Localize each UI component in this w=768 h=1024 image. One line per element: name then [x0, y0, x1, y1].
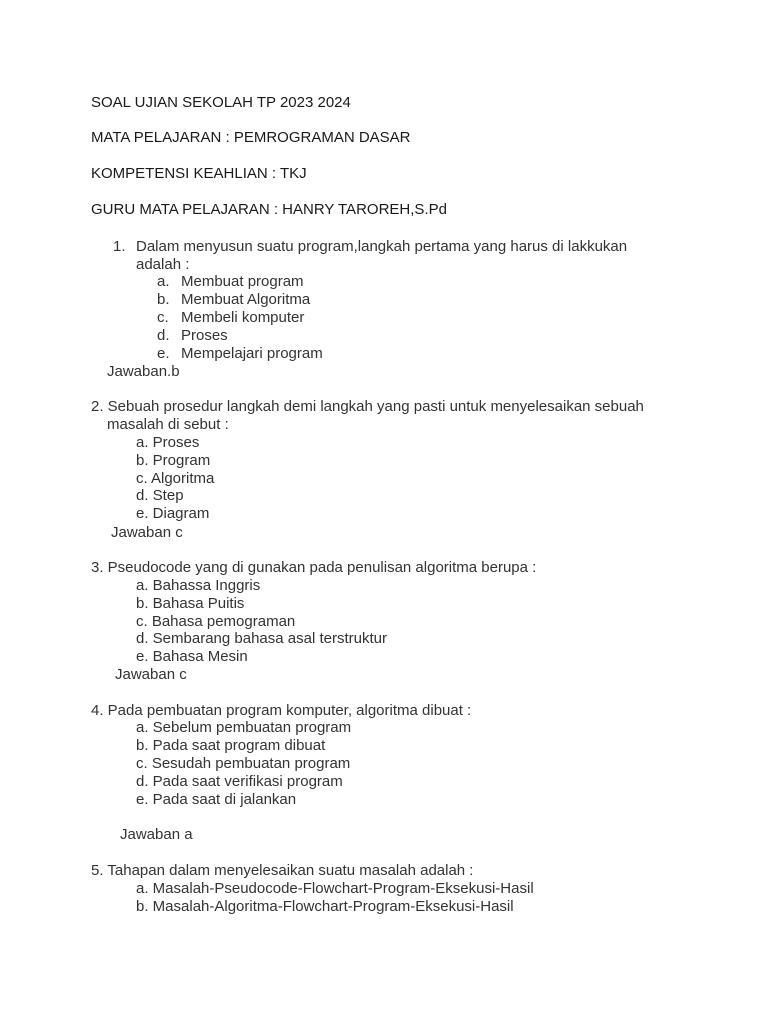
- option-4c: c. Sesudah pembuatan program: [136, 755, 351, 772]
- question-3: 3. Pseudocode yang di gunakan pada penulisan algoritma berupa :: [91, 559, 537, 576]
- option-2e: e. Diagram: [136, 505, 210, 522]
- question-4: 4. Pada pembuatan program komputer, algoritma dibuat :: [91, 702, 472, 719]
- option-3a: a. Bahassa Inggris: [136, 577, 261, 594]
- option-5b: b. Masalah-Algoritma-Flowchart-Program-Eksekusi-Hasil: [136, 898, 514, 915]
- answer-2: Jawaban c: [111, 524, 183, 541]
- question-2-cont: masalah di sebut :: [107, 416, 229, 433]
- question-text: Dalam menyusun suatu program,langkah pertama yang harus di lakkukan: [136, 238, 628, 255]
- question-2: 2. Sebuah prosedur langkah demi langkah yang pasti untuk menyelesaikan sebuah: [91, 398, 644, 415]
- exam-title: SOAL UJIAN SEKOLAH TP 2023 2024: [91, 94, 351, 111]
- option-3b: b. Bahasa Puitis: [136, 595, 245, 612]
- question-5: 5. Tahapan dalam menyelesaikan suatu masalah adalah :: [91, 862, 474, 879]
- option-3e: e. Bahasa Mesin: [136, 648, 248, 665]
- question-number: 1.: [113, 238, 126, 255]
- option-4a: a. Sebelum pembuatan program: [136, 719, 352, 736]
- document-page: SOAL UJIAN SEKOLAH TP 2023 2024 MATA PELAJARAN : PEMROGRAMAN DASAR KOMPETENSI KEAHLIAN : TKJ GURU MATA PELAJARAN : HANRY TAROREH,S.Pd 1. Dalam menyusun suatu program,langkah pertama yang harus di lakkukan adalah : a. Membuat program b. Membuat Algoritma c. Membeli komputer d. Proses e. Mempelajari program Jawaban.b 2. Sebuah prosedur langkah demi langkah yang pasti untuk menyelesaikan sebuah masalah di sebut : a. Proses b. Program c. Algoritma d. Step e. Diagram Jawaban c 3. Pseudocode yang di gunakan pada penulisan algoritma berupa : a. Bahassa Inggris b. Bahasa Puitis c. Bahasa pemograman d. Sembarang bahasa asal terstruktur e. Bahasa Mesin Jawaban c 4. Pada pembuatan program komputer, algoritma dibuat : a. Sebelum pembuatan program b. Pada saat program dibuat c. Sesudah pembuatan program d. Pada saat verifikasi program e. Pada saat di jalankan Jawaban a 5. Tahapan dalam menyelesaikan suatu masalah adalah : a. Masalah-Pseudocode-Flowchart-Program-Eksekusi-Hasil b. Masalah-Algoritma-Flowchart-Program-Eksekusi-Hasil: [91, 94, 644, 915]
- competency-line: KOMPETENSI KEAHLIAN : TKJ: [91, 165, 307, 182]
- teacher-line: GURU MATA PELAJARAN : HANRY TAROREH,S.Pd: [91, 201, 447, 218]
- option-2c: c. Algoritma: [136, 470, 215, 487]
- option-3d: d. Sembarang bahasa asal terstruktur: [136, 630, 387, 647]
- option-4d: d. Pada saat verifikasi program: [136, 773, 343, 790]
- option-2d: d. Step: [136, 487, 184, 504]
- subject-line: MATA PELAJARAN : PEMROGRAMAN DASAR: [91, 129, 411, 146]
- answer-3: Jawaban c: [115, 666, 187, 683]
- answer-1: Jawaban.b: [107, 363, 180, 380]
- option-2a: a. Proses: [136, 434, 200, 451]
- answer-4: Jawaban a: [120, 826, 193, 843]
- option-4b: b. Pada saat program dibuat: [136, 737, 326, 754]
- option-2b: b. Program: [136, 452, 211, 469]
- question-text-cont: adalah :: [136, 256, 190, 273]
- option-4e: e. Pada saat di jalankan: [136, 791, 297, 808]
- option-3c: c. Bahasa pemograman: [136, 613, 296, 630]
- option-5a: a. Masalah-Pseudocode-Flowchart-Program-Eksekusi-Hasil: [136, 880, 534, 897]
